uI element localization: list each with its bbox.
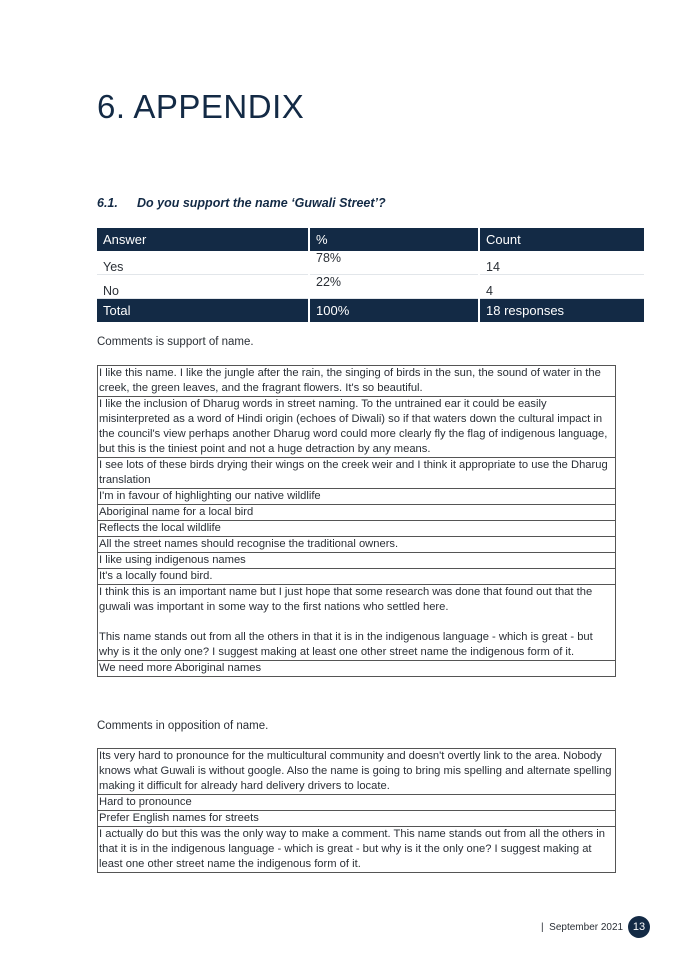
support-comment: I like using indigenous names <box>98 553 616 569</box>
results-total-row <box>97 299 644 323</box>
results-header-row <box>97 228 644 251</box>
header-percent: % <box>309 228 479 251</box>
row-no-answer: No <box>97 275 309 299</box>
section-number: 6.1. <box>97 196 118 210</box>
total-percent: 100% <box>309 299 479 323</box>
opposition-comment: I actually do but this was the only way to make a comment. This name stands out from all the others in that it is in the indigenous language - which is great - but why is it the only one? I suggest making at least one other street name the indigenous form of it. <box>98 827 616 873</box>
page-title: 6. APPENDIX <box>97 88 305 125</box>
support-comment: It's a locally found bird. <box>98 569 616 585</box>
support-comments-table <box>97 365 616 677</box>
support-comment: I'm in favour of highlighting our native wildlife <box>98 489 616 505</box>
support-comment: I see lots of these birds drying their wings on the creek weir and I think it appropriate to use the Dharug translation <box>98 458 616 489</box>
page-number-badge: 13 <box>628 916 650 938</box>
support-comment: All the street names should recognise the traditional owners. <box>98 537 616 553</box>
row-yes-answer: Yes <box>97 251 309 275</box>
opposition-comments-label: Comments in opposition of name. <box>97 720 269 732</box>
row-yes-percent: 78% <box>309 251 479 275</box>
row-no-count: 4 <box>479 275 644 299</box>
support-comment: Aboriginal name for a local bird <box>98 505 616 521</box>
support-comment: I like the inclusion of Dharug words in street naming. To the untrained ear it could be easily misinterpreted as a word of Hindi origin (echoes of Diwali) so if that waters down the cultural impact in the council's view perhaps another Dharug word could more clearly fly the flag of indigenous language, but this is the tiniest point and not a huge detraction by any means. <box>98 397 616 458</box>
support-comment: I think this is an important name but I just hope that some research was done that found out that the guwali was important in some way to the first nations who settled here. This name stands out from all the others in that it is in the indigenous language - which is great - but why is it the only one? I suggest making at least one other street name the indigenous form of it. <box>98 585 616 661</box>
results-table <box>97 228 644 322</box>
section-heading <box>97 196 386 210</box>
results-row-no <box>97 275 644 299</box>
opposition-comments-table <box>97 748 616 873</box>
opposition-comment: Prefer English names for streets <box>98 811 616 827</box>
support-comments-label: Comments is support of name. <box>97 336 254 348</box>
footer-separator: | <box>541 922 544 933</box>
section-question: Do you support the name ‘Guwali Street’? <box>137 196 386 210</box>
header-count: Count <box>479 228 644 251</box>
opposition-comment: Its very hard to pronounce for the multicultural community and doesn't overtly link to the area. Nobody knows what Guwali is without google. Also the name is going to bring mis spelling and alternate spelling making it difficult for already hard delivery drivers to locate. <box>98 749 616 795</box>
support-comment: Reflects the local wildlife <box>98 521 616 537</box>
header-answer: Answer <box>97 228 309 251</box>
row-yes-count: 14 <box>479 251 644 275</box>
results-row-yes <box>97 251 644 275</box>
row-no-percent: 22% <box>309 275 479 299</box>
support-comment: We need more Aboriginal names <box>98 661 616 677</box>
footer-date <box>541 922 623 933</box>
footer-date-text: September 2021 <box>549 922 624 933</box>
total-label: Total <box>97 299 309 323</box>
support-comment: I like this name. I like the jungle after the rain, the singing of birds in the sun, the sound of water in the creek, the green leaves, and the fragrant flowers. It's so beautiful. <box>98 366 616 397</box>
total-responses: 18 responses <box>479 299 644 323</box>
opposition-comment: Hard to pronounce <box>98 795 616 811</box>
